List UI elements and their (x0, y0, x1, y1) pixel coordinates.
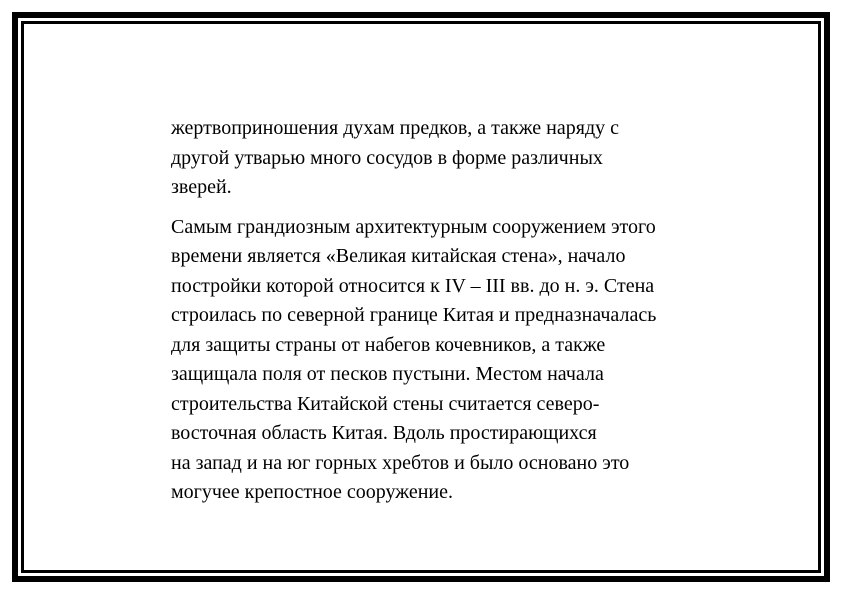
text-line: могучее крепостное сооружение. (171, 481, 453, 503)
text-line: для защиты страны от набегов кочевников, а также (171, 333, 606, 356)
text-line: постройки которой относится к IV – III вв. до н. э. Стена (171, 274, 655, 297)
text-line: строительства Китайской стены считается северо- (171, 392, 600, 415)
text-line: Самым грандиозным архитектурным сооружением этого (171, 215, 656, 238)
text-line: на запад и на юг горных хребтов и было основано это (171, 451, 630, 474)
text-line: другой утварью много сосудов в форме различных (171, 146, 603, 169)
text-line: времени является «Великая китайская стена», начало (171, 245, 626, 267)
paragraph-1 (171, 114, 731, 203)
slide-text (171, 114, 731, 508)
text-line: зверей. (171, 176, 232, 198)
paragraph-2 (171, 213, 731, 508)
text-line: жертвоприношения духам предков, а также наряду с (171, 117, 620, 139)
text-line: защищала поля от песков пустыни. Местом начала (171, 363, 604, 385)
text-line: восточная область Китая. Вдоль простирающихся (171, 422, 597, 444)
text-line: строилась по северной границе Китая и предназначалась (171, 304, 657, 326)
